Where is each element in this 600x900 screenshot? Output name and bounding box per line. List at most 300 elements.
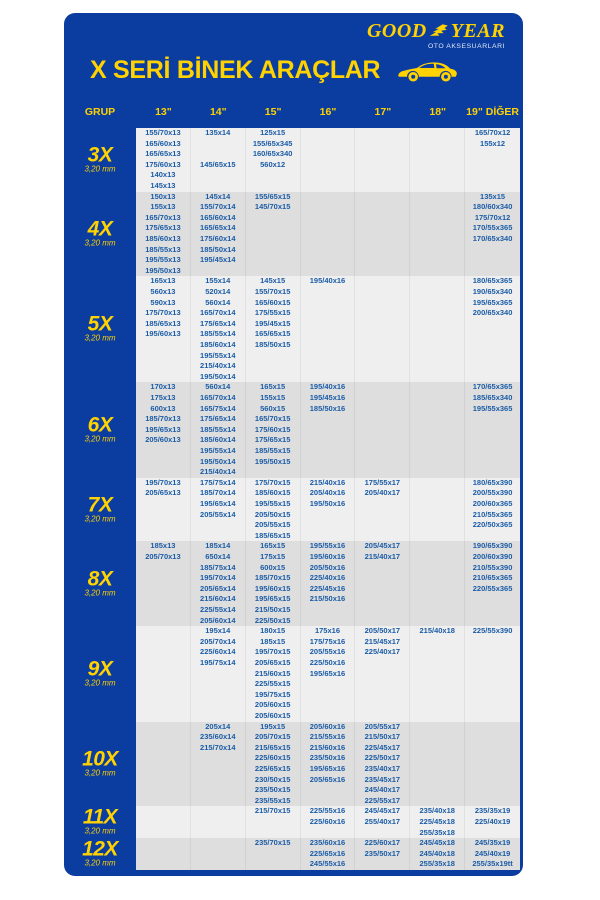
tire-size-cell: 195/45x14: [200, 255, 236, 265]
size-column-5: [410, 722, 465, 807]
tire-size-cell: 175/65x14: [200, 318, 236, 328]
tire-size-cell: 225/55x15: [254, 679, 291, 689]
size-column-0: [136, 192, 191, 277]
tire-size-cell: 195x15: [260, 721, 286, 731]
tire-size-cell: 195/70x14: [200, 573, 236, 583]
size-column-1: [191, 192, 246, 277]
size-column-6: [465, 626, 520, 721]
size-column-0: [136, 806, 191, 838]
tire-size-cell: 195/70x13: [145, 477, 181, 487]
size-column-3: [301, 276, 356, 382]
group-label-3x: [64, 145, 136, 174]
tire-size-cell: 185/65x15: [254, 530, 291, 540]
tire-size-cell: 245/40x17: [364, 785, 401, 795]
tire-size-cell: 185/50x16: [309, 403, 346, 413]
group-label-6x: [64, 413, 136, 445]
tire-size-cell: 560x15: [260, 403, 286, 413]
tire-size-cell: 180x15: [260, 626, 286, 636]
header: [64, 13, 523, 128]
tire-size-cell: 255/35x18: [419, 827, 455, 837]
tire-size-cell: 215/40x17: [364, 551, 401, 561]
tire-size-cell: 155/70x14: [200, 202, 236, 212]
tire-size-cell: 205/65x14: [200, 583, 236, 593]
size-column-1: [191, 276, 246, 382]
tire-size-cell: 175/70x15: [254, 477, 291, 487]
tire-size-cell: 145x13: [150, 180, 176, 190]
group-chain-size: 3,20 mm: [84, 858, 116, 868]
tire-size-cell: 215/40x18: [419, 626, 455, 636]
tire-size-cell: 225/50x15: [254, 615, 291, 625]
tire-size-cell: 215/70x14: [200, 742, 236, 752]
tire-size-cell: 205/50x16: [309, 562, 346, 572]
tire-size-cell: 195/65x365: [472, 297, 513, 307]
tire-size-cell: 195/55x14: [200, 445, 236, 455]
tire-size-cell: 185/60x14: [200, 435, 236, 445]
group-band-11x: [82, 805, 520, 838]
tire-size-cell: 185x14: [205, 541, 231, 551]
column-header-2: 15": [264, 106, 282, 118]
size-column-4: [355, 722, 410, 807]
column-header-grup: GRUP: [84, 106, 116, 118]
tire-size-cell: 195/45x15: [254, 318, 291, 328]
size-column-5: [410, 541, 465, 626]
tire-size-cell: 195/60x16: [309, 551, 346, 561]
tire-size-cell: 255/35x18: [419, 859, 455, 869]
size-column-5: [410, 806, 465, 838]
tire-size-cell: 175x16: [314, 626, 340, 636]
tire-size-cell: 225/65x15: [254, 763, 291, 773]
tire-size-cell: 245/35x19: [474, 838, 511, 848]
tire-size-cell: 215/40x14: [200, 467, 236, 477]
column-header-6: 19" DİĞER: [466, 106, 519, 118]
tire-size-cell: 155/70x13: [145, 128, 181, 137]
tire-size-cell: 195/45x16: [309, 392, 346, 402]
tire-size-cell: 180/60x340: [472, 202, 513, 212]
tire-size-cell: 225/65x16: [309, 848, 346, 858]
size-column-1: [191, 382, 246, 477]
tire-size-cell: 225/40x16: [309, 573, 346, 583]
tire-size-cell: 205/45x17: [364, 541, 401, 551]
tire-size-cell: 205/55x17: [364, 721, 401, 731]
group-name: 8X: [87, 567, 113, 591]
group-chain-size: 3,20 mm: [84, 588, 116, 598]
tire-size-cell: 165x13: [150, 276, 176, 286]
tire-size-cell: 520x14: [205, 286, 231, 296]
tire-size-cell: 195/50x16: [309, 498, 346, 508]
tire-size-cell: 205/60x13: [145, 435, 181, 445]
tire-size-cell: 215/65x15: [254, 742, 291, 752]
car-icon: [396, 57, 458, 83]
tire-size-cell: 235/50x15: [254, 785, 291, 795]
tire-size-cell: 195/55x365: [472, 403, 513, 413]
size-column-0: [136, 541, 191, 626]
column-header-row: [64, 106, 523, 118]
tire-size-cell: 155/70x15: [254, 286, 291, 296]
tire-size-cell: 190/65x390: [472, 541, 513, 551]
tire-size-cell: 195/55x13: [145, 255, 181, 265]
tire-size-cell: 205/65x13: [145, 488, 181, 498]
tire-size-cell: 185/50x14: [200, 244, 236, 254]
tire-size-cell: 165/60x14: [200, 212, 236, 222]
group-label-12x: [64, 837, 136, 869]
tire-size-cell: 200/55x390: [472, 488, 513, 498]
tire-size-cell: 145x15: [260, 276, 286, 286]
tire-size-cell: 225/60x15: [254, 753, 291, 763]
tire-size-cell: 195/65x15: [254, 594, 291, 604]
tire-size-cell: 185/75x14: [200, 562, 236, 572]
size-column-4: [355, 541, 410, 626]
tire-size-cell: 170x13: [150, 382, 176, 392]
tire-size-cell: 165/70x14: [200, 308, 236, 318]
tire-size-cell: 235/50x16: [309, 753, 346, 763]
group-label-5x: [64, 315, 136, 344]
group-name: 10X: [82, 747, 118, 771]
size-column-1: [191, 722, 246, 807]
group-label-10x: [64, 747, 136, 779]
tire-size-cell: 210/55x365: [472, 509, 513, 519]
group-name: 7X: [87, 493, 113, 517]
tire-size-cell: 175/55x15: [254, 308, 291, 318]
brochure-panel: [64, 13, 523, 876]
size-column-2: [246, 192, 301, 277]
tire-size-cell: 195/60x13: [145, 329, 181, 339]
tire-size-cell: 195/65x13: [145, 424, 181, 434]
tire-size-cell: 210/65x365: [472, 573, 513, 583]
tire-size-cell: 175x15: [260, 551, 286, 561]
tire-size-cell: 210/55x390: [472, 562, 513, 572]
group-chain-size: 3,20 mm: [84, 238, 116, 248]
tire-size-cell: 195/50x14: [200, 371, 236, 381]
tire-size-cell: 205/55x14: [200, 509, 236, 519]
tire-size-cell: 235/60x14: [200, 732, 236, 742]
size-column-1: [191, 128, 246, 192]
tire-size-cell: 235/40x17: [364, 763, 401, 773]
tire-size-cell: 195/65x14: [200, 498, 236, 508]
tire-size-cell: 150x13: [150, 191, 176, 201]
size-column-6: [465, 838, 520, 870]
tire-size-cell: 560x14: [205, 297, 231, 307]
tire-size-cell: 125x15: [260, 128, 286, 137]
size-column-2: [246, 382, 301, 477]
tire-size-cell: 230/50x15: [254, 774, 291, 784]
tire-size-cell: 175/60x13: [145, 159, 181, 169]
size-column-2: [246, 722, 301, 807]
tire-size-cell: 175/70x12: [474, 212, 511, 222]
size-column-0: [136, 626, 191, 721]
tire-size-cell: 180/65x365: [472, 276, 513, 286]
tire-size-cell: 145/70x15: [254, 202, 291, 212]
size-column-3: [301, 806, 356, 838]
group-chain-size: 3,20 mm: [84, 164, 116, 174]
tire-size-cell: 215/60x15: [254, 668, 291, 678]
size-column-1: [191, 806, 246, 838]
column-header-1: 14": [209, 106, 227, 118]
tire-size-cell: 225/55x16: [309, 806, 346, 816]
tire-size-cell: 175/70x13: [145, 308, 181, 318]
group-band-3x: [84, 128, 520, 192]
tire-size-cell: 195/40x16: [309, 382, 346, 392]
tire-size-cell: 185/60x14: [200, 339, 236, 349]
tire-size-cell: 235/45x17: [364, 774, 401, 784]
tire-size-cell: 205/65x15: [254, 657, 291, 667]
tire-size-cell: 205/40x17: [364, 488, 401, 498]
tire-size-cell: 205/70x13: [145, 551, 181, 561]
tire-size-cell: 165/60x15: [254, 297, 291, 307]
tire-size-cell: 225/45x16: [309, 583, 346, 593]
tire-size-cell: 220/50x365: [472, 520, 513, 530]
size-column-2: [246, 626, 301, 721]
size-column-0: [136, 478, 191, 542]
tire-size-cell: 225/55x14: [200, 604, 236, 614]
size-column-5: [410, 838, 465, 870]
tire-size-cell: 205x14: [205, 721, 231, 731]
tire-size-cell: 195/55x16: [309, 541, 346, 551]
tire-size-cell: 185/55x15: [254, 445, 291, 455]
size-column-2: [246, 478, 301, 542]
tire-size-cell: 205/70x14: [200, 636, 236, 646]
size-column-0: [136, 838, 191, 870]
size-column-4: [355, 192, 410, 277]
tire-size-cell: 185/70x14: [200, 488, 236, 498]
tire-size-cell: 175/60x15: [254, 424, 291, 434]
group-band-5x: [84, 276, 520, 382]
tire-size-cell: 560x12: [260, 159, 286, 169]
column-header-3: 16": [319, 106, 337, 118]
tire-size-cell: 155x14: [205, 276, 231, 286]
group-band-8x: [84, 541, 520, 626]
tire-size-cell: 165x15: [260, 541, 286, 551]
size-column-2: [246, 541, 301, 626]
column-header-5: 18": [429, 106, 447, 118]
tire-size-cell: 205/55x16: [309, 647, 346, 657]
tire-size-cell: 165/65x14: [200, 223, 236, 233]
group-chain-size: 3,20 mm: [84, 514, 116, 524]
size-column-2: [246, 806, 301, 838]
tire-size-cell: 185/70x13: [145, 414, 181, 424]
tire-size-cell: 215/60x14: [200, 594, 236, 604]
tire-size-cell: 245/45x17: [364, 806, 401, 816]
tire-size-cell: 235/70x15: [254, 838, 291, 848]
tire-size-cell: 195x14: [205, 626, 231, 636]
logo-subtitle: OTO AKSESUARLARI: [427, 43, 505, 50]
tire-size-cell: 145/65x15: [200, 159, 236, 169]
page-title: X SERİ BİNEK ARAÇLAR: [90, 55, 381, 84]
tire-size-cell: 170/65x365: [472, 382, 513, 392]
group-name: 11X: [82, 805, 118, 829]
tire-size-cell: 170/65x340: [472, 233, 513, 243]
tire-size-cell: 135x14: [205, 128, 231, 137]
size-column-0: [136, 128, 191, 192]
tire-size-cell: 215/40x16: [309, 477, 346, 487]
group-chain-size: 3,20 mm: [84, 826, 116, 836]
tire-size-cell: 175/65x15: [254, 435, 291, 445]
tire-size-cell: 195/75x14: [200, 657, 236, 667]
tire-size-cell: 180/65x390: [472, 477, 513, 487]
group-band-9x: [84, 626, 520, 721]
tire-size-cell: 205/70x15: [254, 732, 291, 742]
tire-size-cell: 235/35x19: [474, 806, 511, 816]
tire-size-cell: 560x14: [205, 382, 231, 392]
tire-size-cell: 600x13: [150, 403, 176, 413]
size-column-2: [246, 276, 301, 382]
tire-size-cell: 175/75x16: [309, 636, 346, 646]
tire-size-cell: 195/50x15: [254, 456, 291, 466]
size-column-6: [465, 541, 520, 626]
tire-size-cell: 185/55x14: [200, 329, 236, 339]
group-label-9x: [64, 659, 136, 688]
tire-size-cell: 195/40x16: [309, 276, 346, 286]
size-column-0: [136, 722, 191, 807]
tire-size-cell: 205/50x15: [254, 509, 291, 519]
group-chain-size: 3,20 mm: [84, 768, 116, 778]
group-label-11x: [64, 805, 136, 837]
tire-size-cell: 165/75x14: [200, 403, 236, 413]
group-name: 3X: [87, 143, 113, 167]
tire-size-cell: 165/65x15: [254, 329, 291, 339]
tire-size-cell: 200/65x340: [472, 308, 513, 318]
tire-size-cell: 205/55x15: [254, 520, 291, 530]
tire-size-cell: 185x13: [150, 541, 176, 551]
tire-size-cell: 225/60x17: [364, 838, 401, 848]
tire-size-cell: 135x15: [480, 191, 506, 201]
tire-size-cell: 235/40x18: [419, 806, 455, 816]
tire-size-cell: 145x14: [205, 191, 231, 201]
size-column-1: [191, 838, 246, 870]
tire-size-cell: 225/55x390: [472, 626, 513, 636]
group-chain-size: 3,20 mm: [84, 333, 116, 343]
tire-size-cell: 225/45x17: [364, 742, 401, 752]
tire-size-cell: 185/60x15: [254, 488, 291, 498]
tire-size-cell: 225/40x17: [364, 647, 401, 657]
tire-size-cell: 165/60x13: [145, 138, 181, 148]
tire-size-cell: 225/55x17: [364, 795, 401, 805]
tire-size-cell: 205/60x14: [200, 615, 236, 625]
size-column-4: [355, 128, 410, 192]
column-header-4: 17": [374, 106, 392, 118]
tire-size-cell: 175/75x14: [200, 477, 236, 487]
size-column-4: [355, 806, 410, 838]
tire-size-cell: 235/60x16: [309, 838, 346, 848]
tire-size-cell: 170/55x365: [472, 223, 513, 233]
tire-size-cell: 175x13: [150, 392, 176, 402]
group-name: 9X: [87, 657, 113, 681]
tire-size-cell: 165/70x12: [474, 128, 511, 137]
tire-size-cell: 175/65x14: [200, 414, 236, 424]
group-band-12x: [82, 837, 520, 870]
tire-size-cell: 195/50x13: [145, 265, 181, 275]
size-column-4: [355, 382, 410, 477]
tire-size-cell: 185x15: [260, 636, 286, 646]
size-column-3: [301, 541, 356, 626]
logo-good-text: GOOD: [366, 20, 427, 42]
tire-size-cell: 195/50x14: [200, 456, 236, 466]
tire-size-cell: 195/55x14: [200, 350, 236, 360]
size-column-3: [301, 478, 356, 542]
size-column-2: [246, 838, 301, 870]
tire-size-cell: 215/45x17: [364, 636, 401, 646]
tire-size-cell: [191, 149, 245, 160]
tire-size-cell: 165x15: [260, 382, 286, 392]
tire-size-cell: 155x12: [480, 138, 506, 148]
tire-size-cell: 205/50x17: [364, 626, 401, 636]
logo-year-text: YEAR: [450, 20, 505, 42]
tire-size-cell: 200/60x390: [472, 551, 513, 561]
size-column-6: [465, 128, 520, 192]
group-chain-size: 3,20 mm: [84, 434, 116, 444]
tire-size-cell: 245/45x18: [419, 838, 455, 848]
tire-size-cell: 195/60x15: [254, 583, 291, 593]
size-column-5: [410, 382, 465, 477]
tire-size-cell: 225/40x19: [474, 816, 511, 826]
tire-size-cell: 215/50x16: [309, 594, 346, 604]
size-column-6: [465, 276, 520, 382]
tire-size-cell: 600x15: [260, 562, 286, 572]
tire-size-cell: 245/40x18: [419, 848, 455, 858]
group-name: 5X: [87, 313, 113, 337]
tire-size-cell: 195/55x15: [254, 498, 291, 508]
group-band-4x: [84, 191, 520, 277]
size-column-2: [246, 128, 301, 192]
size-column-4: [355, 626, 410, 721]
tire-size-cell: 175/55x17: [364, 477, 401, 487]
tire-size-cell: 235/50x17: [364, 848, 401, 858]
group-label-4x: [64, 217, 136, 249]
tire-size-cell: 205/40x16: [309, 488, 346, 498]
tire-size-cell: 215/60x16: [309, 742, 346, 752]
group-name: 6X: [87, 413, 113, 437]
group-name: 12X: [82, 837, 118, 861]
tire-size-cell: 205/65x16: [309, 774, 346, 784]
tire-size-cell: 165/65x13: [145, 149, 181, 159]
size-column-3: [301, 626, 356, 721]
tire-size-cell: 225/45x18: [419, 816, 455, 826]
size-column-0: [136, 276, 191, 382]
size-column-5: [410, 276, 465, 382]
tire-size-cell: 155x15: [260, 392, 286, 402]
size-column-1: [191, 626, 246, 721]
tire-size-cell: 185/65x13: [145, 318, 181, 328]
goodyear-logo: [367, 21, 505, 50]
tire-size-cell: 200/60x365: [472, 498, 513, 508]
size-column-3: [301, 128, 356, 192]
tire-size-cell: 205/60x16: [309, 721, 346, 731]
tire-size-cell: 560x13: [150, 286, 176, 296]
size-column-1: [191, 541, 246, 626]
tire-size-cell: 185/60x13: [145, 233, 181, 243]
tire-size-cell: 155x13: [150, 202, 176, 212]
size-column-3: [301, 192, 356, 277]
size-column-5: [410, 192, 465, 277]
tire-size-cell: 160/65x340: [252, 149, 293, 159]
tire-size-cell: 205/60x15: [254, 710, 291, 720]
size-table: [82, 128, 520, 870]
tire-size-cell: 215/50x15: [254, 604, 291, 614]
tire-size-cell: 215/55x16: [309, 732, 346, 742]
tire-size-cell: 245/55x16: [309, 859, 346, 869]
tire-size-cell: 245/40x19: [474, 848, 511, 858]
size-column-6: [465, 478, 520, 542]
group-name: 4X: [87, 217, 113, 241]
tire-size-cell: 225/50x17: [364, 753, 401, 763]
size-column-4: [355, 276, 410, 382]
tire-size-cell: 175/65x13: [145, 223, 181, 233]
size-column-3: [301, 382, 356, 477]
tire-size-cell: 185/50x15: [254, 339, 291, 349]
size-column-6: [465, 382, 520, 477]
tire-size-cell: 225/50x16: [309, 657, 346, 667]
group-band-7x: [84, 477, 520, 542]
size-column-6: [465, 722, 520, 807]
